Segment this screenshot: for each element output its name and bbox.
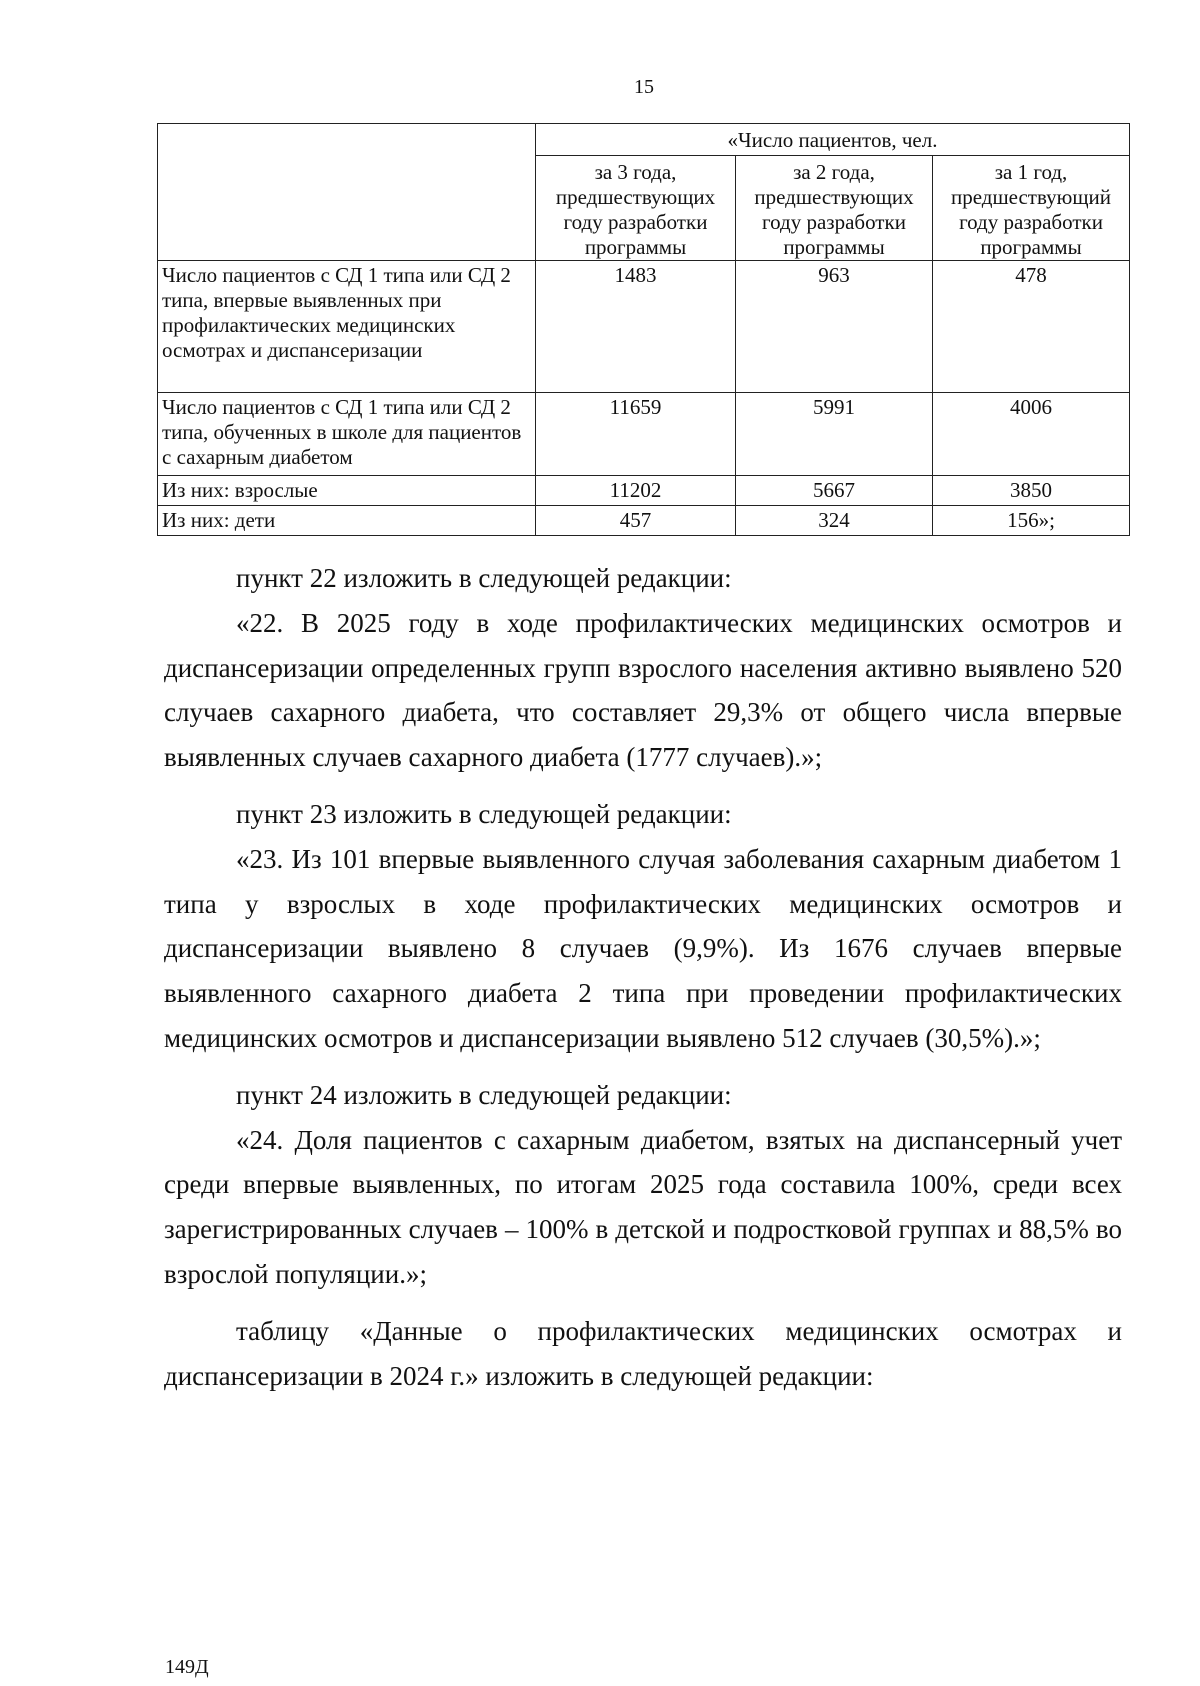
table-row (158, 476, 1130, 506)
row-value: 4006 (933, 393, 1130, 476)
row-value: 324 (736, 506, 933, 536)
row-label: Число пациентов с СД 1 типа или СД 2 типа, обученных в школе для пациентов с сахарным диабетом (158, 393, 536, 476)
header-group-title: «Число пациентов, чел. (536, 124, 1130, 156)
paragraph-table-intro: таблицу «Данные о профилактических медицинских осмотрах и диспансеризации в 2024 г.» изложить в следующей редакции: (164, 1315, 1122, 1391)
header-col-2-years: за 2 года, предшествующих году разработки программы (736, 156, 933, 261)
row-value: 1483 (536, 261, 736, 393)
paragraph-item-24: «24. Доля пациентов с сахарным диабетом, взятых на диспансерный учет среди впервые выявленных, по итогам 2025 года составила 100%, среди всех зарегистрированных случаев – 100% в детской и подростковой группах и 88,5% во взрослой популяции.»; (164, 1124, 1122, 1289)
row-value: 3850 (933, 476, 1130, 506)
table-row (158, 393, 1130, 476)
table-row (158, 506, 1130, 536)
row-value: 457 (536, 506, 736, 536)
header-empty-cell (158, 124, 536, 261)
row-value: 11202 (536, 476, 736, 506)
row-value: 963 (736, 261, 933, 393)
row-label: Число пациентов с СД 1 типа или СД 2 типа, впервые выявленных при профилактических медицинских осмотрах и диспансеризации (158, 261, 536, 393)
patients-table (157, 123, 1130, 536)
paragraph-item-22: «22. В 2025 году в ходе профилактических медицинских осмотров и диспансеризации определенных групп взрослого населения активно выявлено 520 случаев сахарного диабета, что составляет 29,3% от общего числа впервые выявленных случаев сахарного диабета (1777 случаев).»; (164, 607, 1122, 773)
row-value: 5991 (736, 393, 933, 476)
page-number: 15 (634, 76, 654, 98)
header-col-1-year: за 1 год, предшествующий году разработки программы (933, 156, 1130, 261)
table-header-row (158, 124, 1130, 156)
row-value: 156»; (933, 506, 1130, 536)
row-value: 11659 (536, 393, 736, 476)
row-label: Из них: взрослые (158, 476, 536, 506)
row-value: 478 (933, 261, 1130, 393)
paragraph-item-23-intro: пункт 23 изложить в следующей редакции: (236, 798, 732, 829)
header-col-3-years: за 3 года, предшествующих году разработки программы (536, 156, 736, 261)
row-label: Из них: дети (158, 506, 536, 536)
document-code: 149Д (165, 1656, 209, 1678)
table-row (158, 261, 1130, 393)
paragraph-item-23: «23. Из 101 впервые выявленного случая заболевания сахарным диабетом 1 типа у взрослых в ходе профилактических медицинских осмотров и диспансеризации выявлено 8 случаев (9,9%). Из 1676 случаев впервые выявленного сахарного диабета 2 типа при проведении профилактических медицинских осмотров и диспансеризации выявлено 512 случаев (30,5%).»; (164, 843, 1122, 1053)
body-text (164, 556, 1122, 1398)
paragraph-item-24-intro: пункт 24 изложить в следующей редакции: (236, 1079, 732, 1110)
row-value: 5667 (736, 476, 933, 506)
paragraph-item-22-intro: пункт 22 изложить в следующей редакции: (236, 563, 732, 593)
